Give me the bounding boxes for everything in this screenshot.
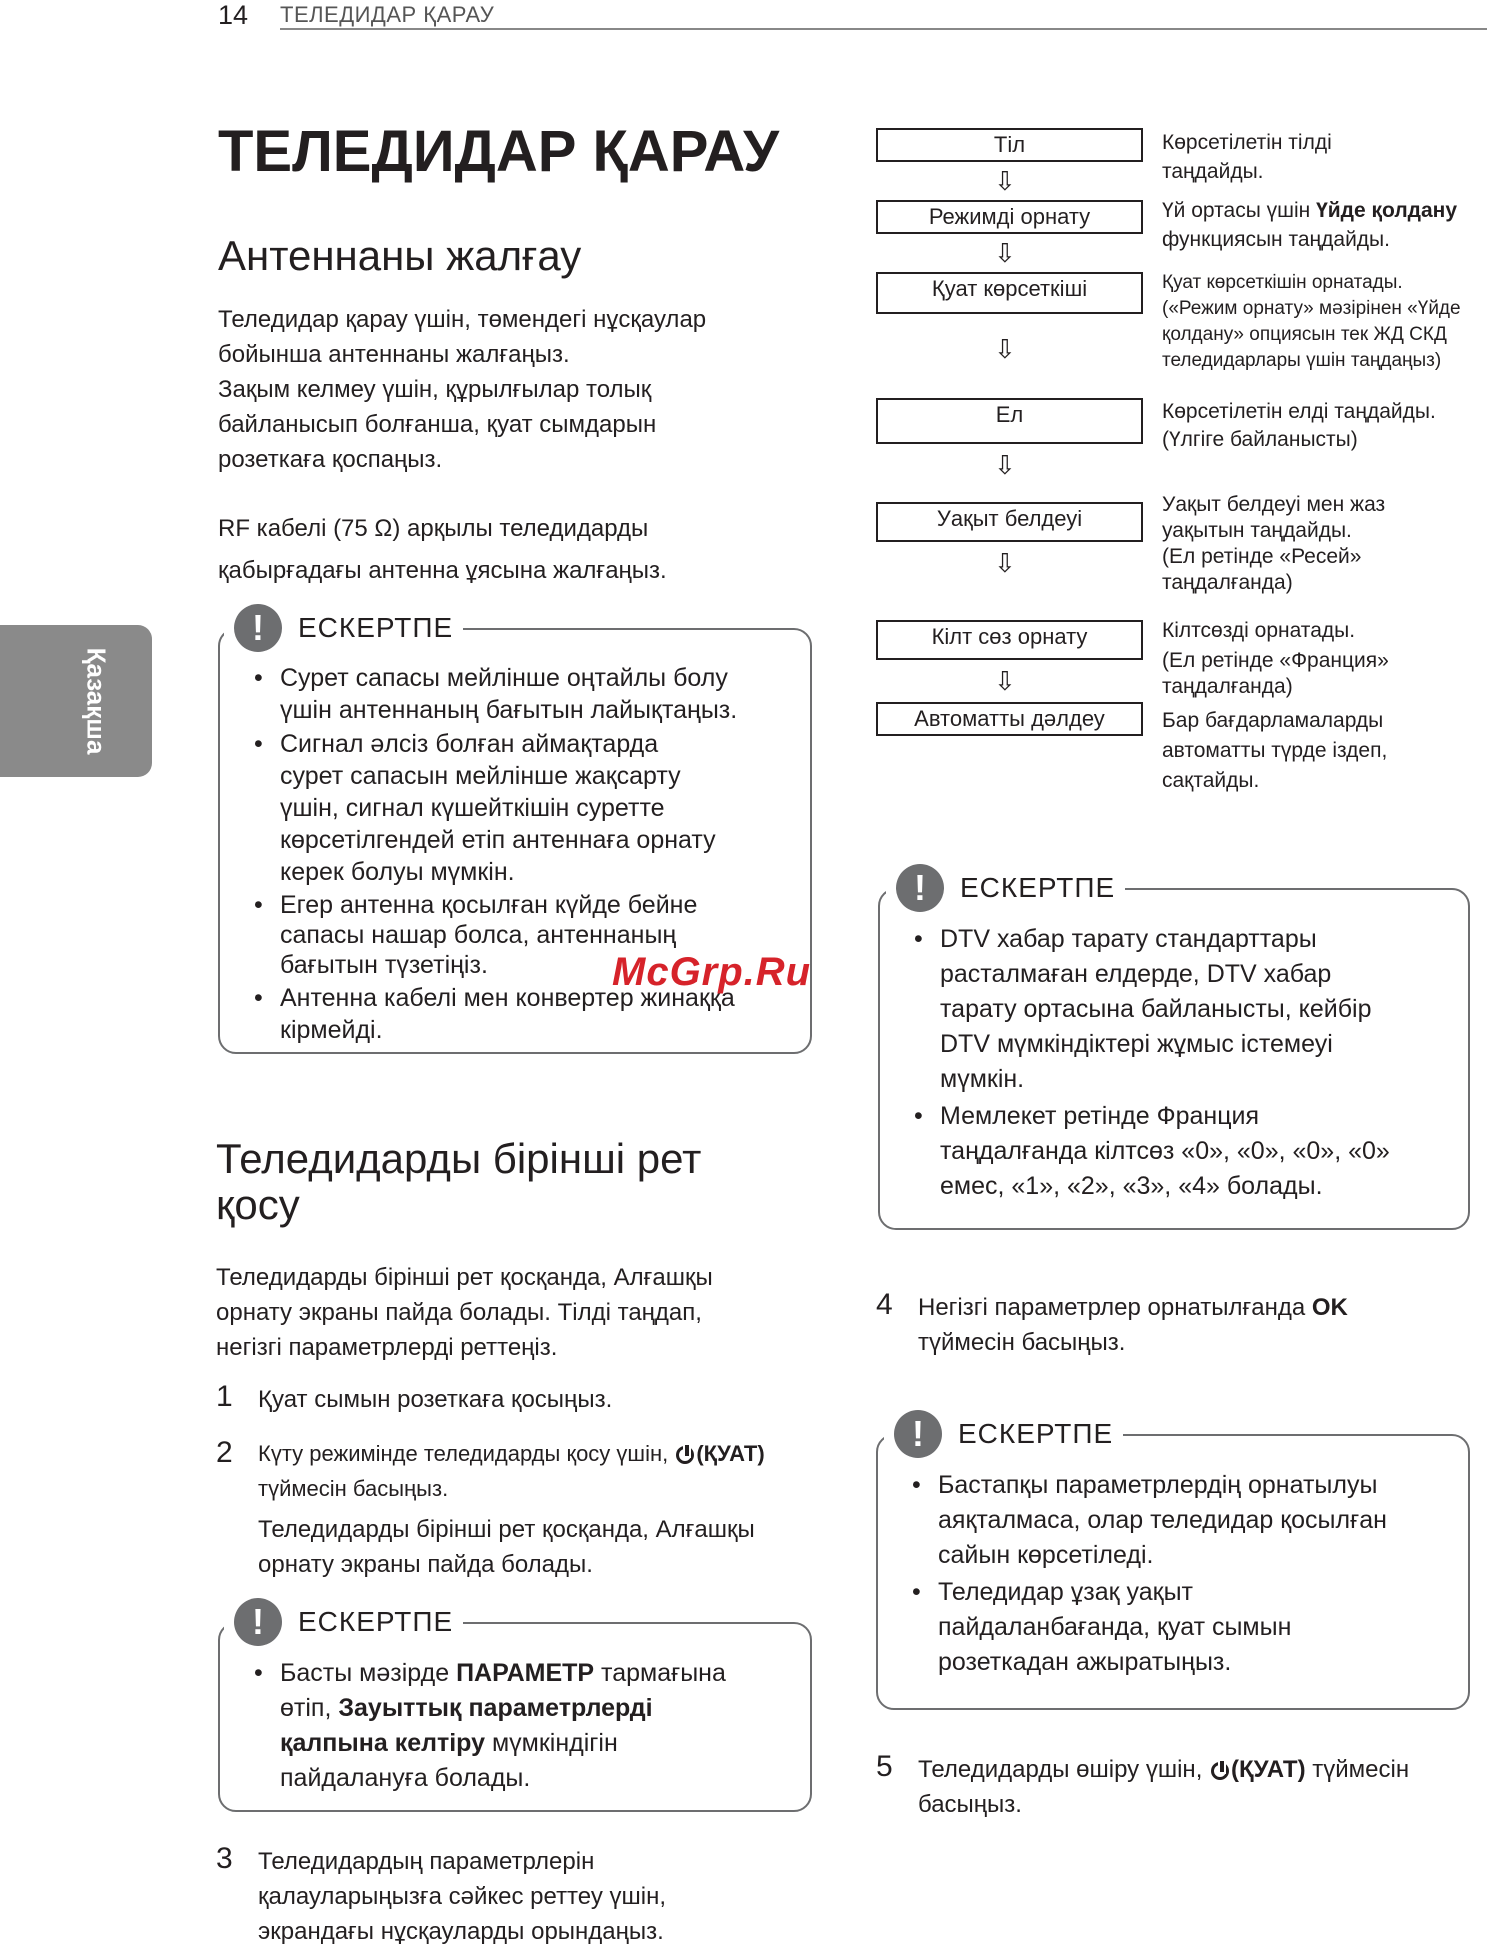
power-label: (ҚУАТ) [696, 1441, 765, 1466]
note-header [224, 1598, 463, 1646]
flow-desc-mode: Үй ортасы үшін Үйде қолдану функциясын таңдайды. [1162, 199, 1458, 251]
power-icon [676, 1446, 694, 1464]
antenna-heading: Антеннаны жалғау [218, 232, 582, 279]
exclamation-icon: ! [894, 1410, 942, 1458]
page-number: 14 [218, 0, 249, 30]
power-icon [1211, 1762, 1229, 1780]
flow-desc-power-indicator: Қуат көрсеткішін орнатады. («Режим орнату» мәзірінен «Үйде қолдану» опциясын тек ЖД СКД теледидарлары үшін таңдаңыз) [1162, 272, 1461, 371]
list-item: • DTV хабар тарату стандарттары расталмаған елдерде, DTV хабар тарату ортасына байланысты, кейбір DTV мүмкіндіктері жұмыс істемеуі мүмкін. [902, 922, 1462, 1097]
first-time-intro [216, 1260, 713, 1365]
flow-desc-password: Кілтсөзді орнатады. (Ел ретінде «Франция» таңдалғанда) [1162, 619, 1389, 698]
language-side-tab [0, 625, 152, 777]
flow-desc-time-zone: Уақыт белдеуі мен жаз уақытын таңдайды. (Ел ретінде «Ресей» таңдалғанда) [1162, 493, 1386, 594]
flow-step-auto-tuning: Автоматты дәлдеу [876, 702, 1143, 736]
down-arrow-icon: ⇩ [994, 666, 1016, 696]
list-item: • Антенна кабелі мен конвертер жинаққа кірмейді. [242, 982, 802, 1046]
step-1-number: 1 [216, 1380, 233, 1413]
running-header: ТЕЛЕДИДАР ҚАРАУ [280, 2, 495, 27]
list-item: • Сурет сапасы мейлінше оңтайлы болу үшін антеннаның бағытын лайықтаңыз. [242, 662, 802, 726]
note-list [242, 1656, 802, 1798]
flow-step-language: Тіл [876, 128, 1143, 162]
note-title: ЕСКЕРТПЕ [298, 1606, 454, 1637]
list-item: • Мемлекет ретінде Франция таңдалғанда кілтсөз «0», «0», «0», «0» емес, «1», «2», «3», «4» болады. [902, 1099, 1462, 1204]
text-span: Күту режимінде теледидарды қосу үшін, [258, 1441, 675, 1466]
step-3-text [258, 1844, 666, 1949]
step-5-number: 5 [876, 1750, 893, 1783]
text-line: негізгі параметрлерді реттеңіз. [216, 1334, 558, 1361]
text-line: түймесін басыңыз. [258, 1476, 449, 1501]
note-list [900, 1468, 1460, 1682]
list-item: • Басты мәзірде ПАРАМЕТР тармағына өтіп, Зауыттық параметрлерді қалпына келтіру мүмкіндігін пайдалануға болады. [242, 1656, 802, 1796]
heading-line: қосу [216, 1181, 300, 1228]
page-title: ТЕЛЕДИДАР ҚАРАУ [218, 119, 780, 184]
text-line: қалауларыңызға сәйкес реттеу үшін, [258, 1883, 667, 1910]
step-2-number: 2 [216, 1436, 233, 1469]
parameter-note [218, 1601, 812, 1812]
text-line: бойынша антеннаны жалғаңыз. [218, 341, 570, 368]
flow-step-power-indicator: Қуат көрсеткіші [876, 272, 1143, 314]
text-line: RF кабелі (75 Ω) арқылы теледидарды [218, 515, 649, 542]
step-2-subtext [258, 1512, 755, 1582]
down-arrow-icon: ⇩ [994, 238, 1016, 268]
text-line: Теледидарды бірінші рет қосқанда, Алғашқы [258, 1516, 755, 1543]
exclamation-icon: ! [234, 1598, 282, 1646]
note-title: ЕСКЕРТПЕ [958, 1418, 1114, 1449]
text-line: Теледидардың параметрлерін [258, 1848, 595, 1875]
exclamation-icon: ! [234, 604, 282, 652]
text-line: Теледидар қарау үшін, төмендегі нұсқаулар [218, 306, 707, 333]
flow-desc-auto-tuning: Бар бағдарламаларды автоматты түрде іздеп, сақтайды. [1162, 709, 1388, 792]
list-item: • Егер антенна қосылған күйде бейне сапасы нашар болса, антеннаның бағытын түзетіңіз. [242, 890, 802, 980]
flow-desc-country: Көрсетілетін елді таңдайды. (Үлгіге байланысты) [1162, 400, 1436, 451]
flow-step-password: Кілт сөз орнату [876, 620, 1143, 660]
down-arrow-icon: ⇩ [994, 334, 1016, 364]
step-5-text: Теледидарды өшіру үшін, (ҚУАТ) түймесін басыңыз. [918, 1756, 1410, 1818]
heading-line: Теледидарды бірінші рет [216, 1135, 702, 1182]
list-item: • Сигнал әлсіз болған аймақтарда сурет сапасын мейлінше жақсарту үшін, сигнал күшейткішін суретте көрсетілгендей етіп антеннаға орнату керек болуы мүмкін. [242, 728, 802, 888]
text-line: розеткаға қоспаңыз. [218, 446, 443, 473]
settings-note [876, 1413, 1470, 1710]
first-time-heading [216, 1136, 701, 1228]
step-2-text [258, 1436, 765, 1506]
flow-step-mode: Режимді орнату [876, 200, 1143, 234]
down-arrow-icon: ⇩ [994, 548, 1016, 578]
exclamation-icon: ! [896, 864, 944, 912]
note-header [224, 604, 463, 652]
watermark: McGrp.Ru [612, 950, 812, 994]
flow-desc-language: Көрсетілетін тілді таңдайды. [1162, 131, 1332, 183]
antenna-paragraph-2 [218, 508, 667, 592]
list-item: • Теледидар ұзақ уақыт пайдаланбағанда, қуат сымын розеткадан ажыратыңыз. [900, 1575, 1460, 1680]
text-line: қабырғадағы антенна ұясына жалғаңыз. [218, 557, 667, 584]
note-list [902, 922, 1462, 1206]
step-1-text: Қуат сымын розеткаға қосыңыз. [258, 1386, 613, 1413]
dtv-note [878, 867, 1470, 1230]
header-divider [280, 28, 1487, 30]
note-title: ЕСКЕРТПЕ [298, 612, 454, 643]
step-4-number: 4 [876, 1288, 893, 1321]
note-header [886, 864, 1125, 912]
text-line: Теледидарды бірінші рет қосқанда, Алғашқы [216, 1264, 713, 1291]
flow-step-time-zone: Уақыт белдеуі [876, 502, 1143, 542]
flow-step-country: Ел [876, 398, 1143, 444]
step-4-text: Негізгі параметрлер орнатылғанда OK түймесін басыңыз. [918, 1294, 1348, 1356]
note-header [884, 1410, 1123, 1458]
down-arrow-icon: ⇩ [994, 166, 1016, 196]
down-arrow-icon: ⇩ [994, 450, 1016, 480]
text-line: Зақым келмеу үшін, құрылғылар толық [218, 376, 652, 403]
side-tab-label: Қазақша [81, 647, 112, 755]
text-line: орнату экраны пайда болады. Тілді таңдап, [216, 1299, 702, 1326]
antenna-paragraph-1 [218, 302, 706, 477]
step-3-number: 3 [216, 1842, 233, 1875]
list-item: • Бастапқы параметрлердің орнатылуы аяқталмаса, олар теледидар қосылған сайын көрсетіледі. [900, 1468, 1460, 1573]
note-title: ЕСКЕРТПЕ [960, 872, 1116, 903]
text-line: экрандағы нұсқауларды орындаңыз. [258, 1918, 664, 1945]
text-line: байланысып болғанша, қуат сымдарын [218, 411, 657, 438]
text-line: орнату экраны пайда болады. [258, 1551, 593, 1578]
